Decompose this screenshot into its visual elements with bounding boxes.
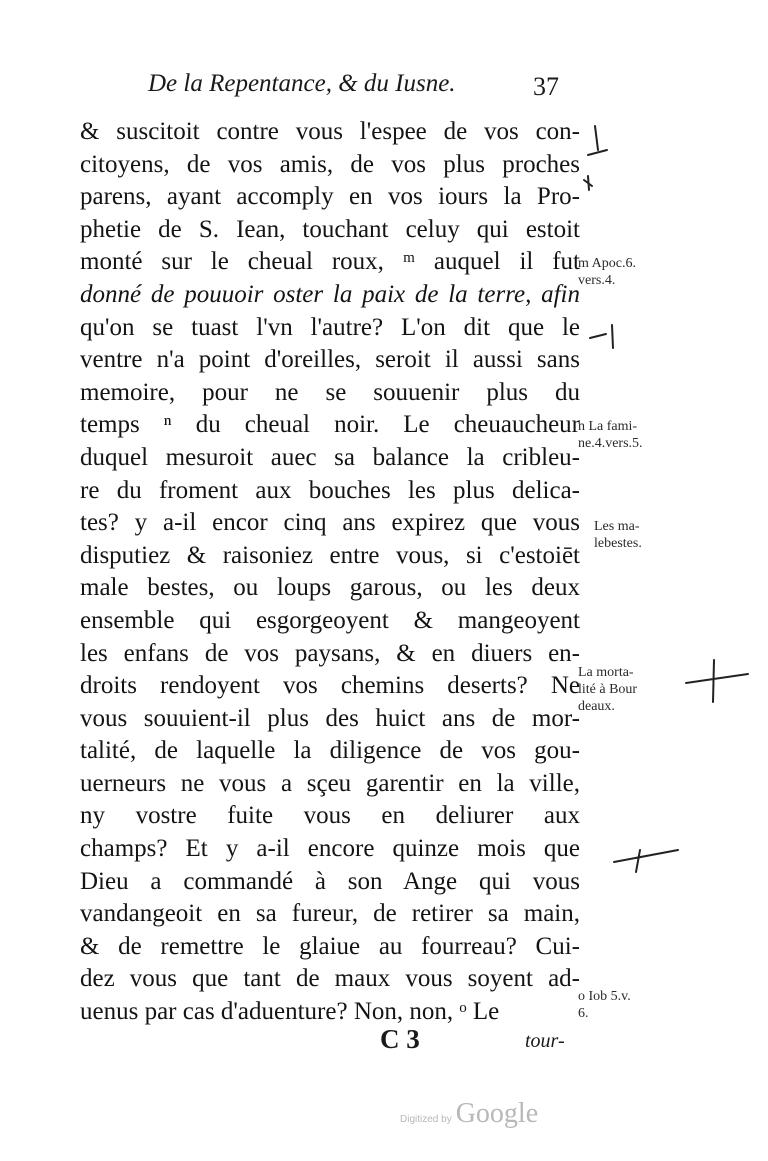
text-line: & de remettre le glaiue au fourreau? Cui- (80, 932, 580, 960)
text-line: tes? y a-il encor cinq ans expirez que vous (80, 509, 580, 537)
signature-mark: C 3 (380, 1024, 420, 1054)
text-line: temps ⁿ du cheual noir. Le cheuaucheur (80, 411, 580, 439)
text-line: phetie de S. Iean, touchant celuy qui estoit (80, 215, 580, 243)
text-line: donné de pouuoir oster la paix de la terre, afin (80, 280, 580, 308)
text-line: droits rendoyent vos chemins deserts? Ne (80, 672, 580, 700)
text-line: male bestes, ou loups garous, ou les deux (80, 574, 580, 602)
text-line: talité, de laquelle la diligence de vos gou- (80, 737, 580, 765)
text-line: citoyens, de vos amis, de vos plus proches (80, 150, 580, 178)
body-text (80, 116, 580, 1029)
text-line: parens, ayant accomply en vos iours la Pro- (80, 183, 580, 211)
text-line: monté sur le cheual roux, ᵐ auquel il fut (80, 248, 580, 276)
margin-note-apoc: m Apoc.6. vers.4. (578, 256, 636, 288)
margin-note-famine: n La fami- ne.4.vers.5. (578, 419, 643, 451)
text-line: vandangeoit en sa fureur, de retirer sa main, (80, 900, 580, 928)
text-line: uenus par cas d'aduenture? Non, non, ᵒ Le (80, 998, 500, 1026)
pen-mark-4 (590, 325, 613, 348)
watermark-prefix: Digitized by (400, 1114, 452, 1125)
text-line: ny vostre fuite vous en deliurer aux (80, 802, 580, 830)
margin-note-malebestes: Les ma- lebestes. (594, 519, 642, 551)
text-line: dez vous que tant de maux vous soyent ad- (80, 965, 580, 993)
text-line: uerneurs ne vous a sçeu garentir en la ville, (80, 769, 580, 797)
text-line: & suscitoit contre vous l'espee de vos con- (80, 118, 580, 145)
digitization-watermark (400, 1098, 538, 1130)
text-line: re du froment aux bouches les plus delica- (80, 476, 580, 504)
page-number: 37 (533, 72, 559, 101)
text-line: ensemble qui esgorgeoyent & mangeoyent (80, 606, 580, 634)
text-line: memoire, pour ne se souuenir plus du (80, 378, 580, 406)
cross-mark-1 (686, 660, 748, 702)
text-line: champs? Et y a-il encore quinze mois que (80, 835, 580, 863)
text-line: les enfans de vos paysans, & en diuers en- (80, 639, 580, 667)
text-line: vous souuient-il plus des huict ans de mor- (80, 704, 580, 732)
cross-mark-2 (614, 850, 678, 872)
text-line: Dieu a commandé à son Ange qui vous (80, 867, 580, 895)
catchword: tour- (525, 1030, 565, 1052)
pen-mark-1 (595, 126, 598, 150)
pen-mark-2 (588, 150, 607, 155)
margin-note-iob: o Iob 5.v. 6. (578, 989, 631, 1021)
text-line: duquel mesuroit auec sa balance la cribleu- (80, 443, 580, 471)
watermark-brand: Google (455, 1098, 539, 1129)
text-line: qu'on se tuast l'vn l'autre? L'on dit que le (80, 313, 580, 341)
text-line: ventre n'a point d'oreilles, seroit il aussi sans (80, 346, 580, 374)
page-header (148, 70, 578, 104)
text-line: disputiez & raisoniez entre vous, si c'estoiēt (80, 541, 580, 569)
running-title: De la Repentance, & du Iusne. (148, 70, 456, 97)
margin-note-mortalite: La morta- lité à Bour deaux. (578, 665, 638, 714)
pen-mark-3 (584, 176, 592, 190)
